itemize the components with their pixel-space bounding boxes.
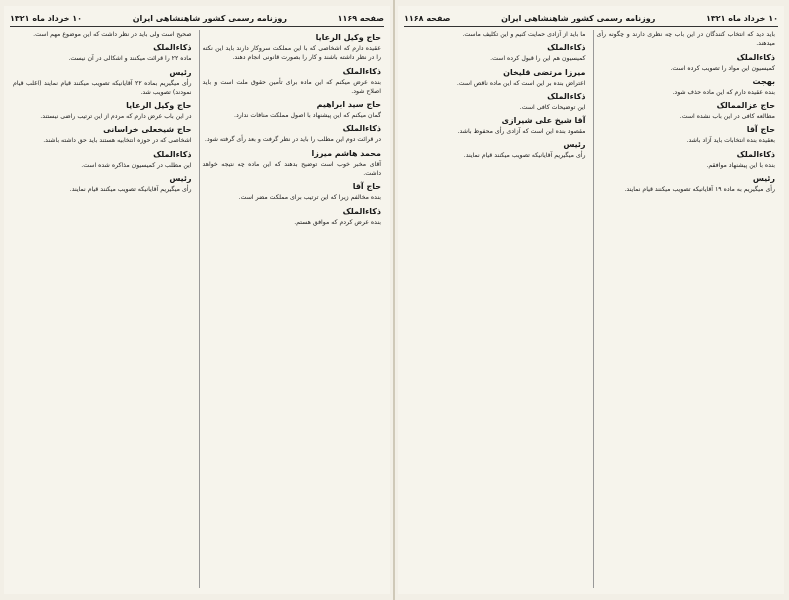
- speaker-name: ذکاءالملک: [547, 43, 586, 53]
- speaker-name: محمد هاشم میرزا: [311, 148, 381, 158]
- text-paragraph: رأی میگیریم آقایانیکه تصویب میکنند قیام نمایند.: [69, 186, 192, 194]
- left-header-date: ۱۰ خرداد ماه ۱۳۲۱: [10, 13, 83, 23]
- speaker-name: ذکاءالملک: [153, 43, 192, 53]
- text-paragraph: رأی میگیریم آقایانیکه تصویب میکنند قیام نمایند.: [463, 152, 586, 160]
- text-paragraph: کمیسیون این مواد را تصویب کرده است.: [670, 64, 775, 72]
- text-paragraph: آقای مخبر خوب است توضیح بدهند که این ماده چه نتیجه خواهد داشت.: [202, 160, 381, 178]
- text-paragraph: ما باید از آزادی حمایت کنیم و این تکلیف ماست.: [462, 31, 586, 38]
- left-header-gazette-title: روزنامه رسمی کشور شاهنشاهی ایران: [132, 13, 287, 23]
- text-paragraph: بعقیده بنده انتخابات باید آزاد باشد.: [686, 137, 775, 145]
- text-paragraph: این توضیحات کافی است.: [519, 103, 586, 111]
- text-paragraph: کمیسیون هم این را قبول کرده است.: [490, 55, 586, 63]
- speaker-name: ذکاءالملک: [547, 91, 586, 101]
- text-paragraph: مطالعه کافی در این باب نشده است.: [679, 113, 775, 121]
- speaker-name: رئیس: [752, 174, 775, 184]
- speaker-name: حاج عزالممالک: [716, 101, 775, 111]
- text-paragraph: بنده با این پیشنهاد موافقم.: [706, 161, 775, 169]
- right-page-columns: [404, 30, 778, 588]
- right-page-column: [593, 30, 779, 588]
- speaker-name: حاج آقا: [746, 125, 775, 135]
- speaker-name: آقا شیخ علی شیرازی: [501, 116, 586, 126]
- speaker-name: حاج آقا: [352, 182, 381, 192]
- text-paragraph: عقیده دارم که اشخاصی که با این مملکت سروکار دارند باید این نکته را در نظر داشته باشند و کار را بصورت قانونی انجام دهند.: [202, 45, 381, 62]
- right-page: [398, 6, 784, 594]
- right-header-gazette-title: روزنامه رسمی کشور شاهنشاهی ایران: [501, 13, 656, 23]
- left-page-columns: [10, 30, 384, 588]
- left-page-column: [199, 30, 385, 588]
- speaker-name: ذکاءالملک: [736, 149, 775, 159]
- speaker-name: ذکاءالملک: [153, 149, 192, 159]
- speaker-name: ذکاءالملک: [342, 124, 381, 134]
- right-page-header: [404, 10, 778, 27]
- text-paragraph: اشخاصی که در حوزه انتخابیه هستند باید حق داشته باشند.: [43, 137, 192, 145]
- speaker-name: حاج شیخعلی خراسانی: [103, 125, 192, 135]
- page-gutter: [393, 0, 395, 600]
- speaker-name: میرزا مرتضی قلیخان: [503, 67, 586, 77]
- text-paragraph: باید دید که انتخاب کنندگان در این باب چه نظری دارند و چگونه رأی میدهند.: [596, 31, 775, 48]
- text-paragraph: این مطلب در کمیسیون مذاکره شده است.: [81, 161, 192, 169]
- speaker-name: رئیس: [169, 174, 192, 184]
- text-paragraph: در قرائت دوم این مطلب را باید در نظر گرفت و بعد رأی گرفته شود.: [204, 136, 381, 144]
- speaker-name: ذکاءالملک: [342, 66, 381, 76]
- text-paragraph: بنده عرض کردم که موافق هستم.: [294, 218, 381, 226]
- right-page-column: [404, 30, 589, 588]
- left-page-column: [10, 30, 195, 588]
- right-header-date: ۱۰ خرداد ماه ۱۳۲۱: [705, 13, 778, 23]
- text-paragraph: رأی میگیریم به ماده ۱۹ آقایانیکه تصویب میکنند قیام نمایند.: [624, 186, 775, 194]
- text-paragraph: رأی میگیریم بماده ۲۲ آقایانیکه تصویب میکنند قیام نمایند (اغلب قیام نمودند) تصویب شد.: [13, 79, 192, 96]
- speaker-name: حاج وکیل الرعایا: [126, 101, 192, 111]
- text-paragraph: گمان میکنم که این پیشنهاد با اصول مملکت منافات ندارد.: [234, 112, 381, 120]
- text-paragraph: بنده عقیده دارم که این ماده حذف شود.: [672, 88, 775, 96]
- left-page-header: [10, 10, 384, 27]
- speaker-name: حاج سید ابراهیم: [316, 100, 381, 110]
- speaker-name: حاج وکیل الرعایا: [315, 33, 381, 42]
- speaker-name: ذکاءالملک: [342, 206, 381, 216]
- speaker-name: بهجت: [752, 76, 775, 86]
- text-paragraph: بنده مخالفم زیرا که این ترتیب برای مملکت مضر است.: [238, 194, 381, 202]
- left-page: [4, 6, 390, 594]
- text-paragraph: اعتراض بنده بر این است که این ماده ناقص است.: [456, 79, 586, 87]
- speaker-name: رئیس: [563, 140, 586, 150]
- text-paragraph: در این باب عرض دارم که مردم از این ترتیب راضی نیستند.: [40, 113, 192, 121]
- speaker-name: رئیس: [169, 67, 192, 77]
- text-paragraph: مقصود بنده این است که آزادی رأی محفوظ باشد.: [457, 128, 586, 136]
- right-header-page-number: صفحه ۱۱۶۸: [404, 13, 451, 23]
- left-header-page-number: صفحه ۱۱۶۹: [337, 13, 384, 23]
- text-paragraph: ماده ۲۲ را قرائت میکنند و اشکالی در آن نیست.: [68, 55, 192, 63]
- speaker-name: ذکاءالملک: [736, 52, 775, 62]
- text-paragraph: صحیح است ولی باید در نظر داشت که این موضوع مهم است.: [33, 31, 192, 38]
- text-paragraph: بنده عرض میکنم که این ماده برای تأمین حقوق ملت است و باید اصلاح شود.: [202, 78, 381, 95]
